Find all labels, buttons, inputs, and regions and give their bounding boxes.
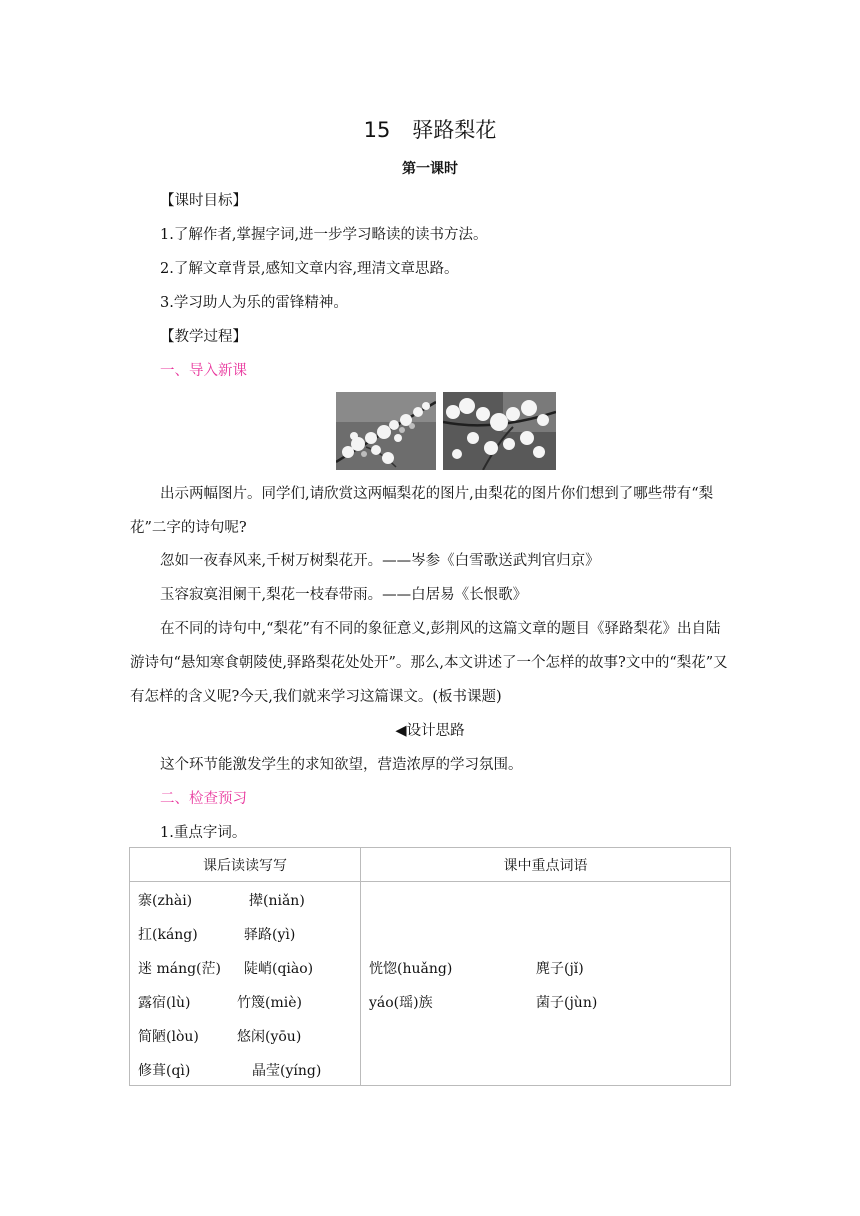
lesson-number: 15 <box>363 118 391 142</box>
vocab-word: 修葺(qì) <box>138 1063 191 1079</box>
vocab-word: 驿路(yì) <box>244 927 296 943</box>
lesson-name: 驿路梨花 <box>412 118 497 142</box>
section1-paragraph: 在不同的诗句中,“梨花”有不同的象征意义,彭荆风的这篇文章的题目《驿路梨花》出自陆游诗句“悬知寒食朝陵使,驿路梨花处处开”。那么,本文讲述了一个怎样的故事?文中的“梨花”又有怎样的含义呢?今天,我们就来学习这篇课文。(板书课题) <box>130 621 728 705</box>
vocab-word: yáo(瑶)族 <box>369 995 433 1011</box>
lesson-title <box>0 114 860 144</box>
objective-3: 3.学习助人为乐的雷锋精神。 <box>160 295 348 311</box>
vocab-word: 竹篾(miè) <box>237 995 302 1011</box>
vocab-word: 菌子(jùn) <box>536 995 598 1011</box>
vocab-word: 撵(niǎn) <box>249 893 305 909</box>
objectives-heading: 【课时目标】 <box>160 193 247 209</box>
vocab-word: 恍惚(huǎng) <box>369 961 453 977</box>
section1-intro: 出示两幅图片。同学们,请欣赏这两幅梨花的图片,由梨花的图片你们想到了哪些带有“梨花”二字的诗句呢? <box>130 486 714 536</box>
vocab-word: 麂子(jǐ) <box>536 961 584 977</box>
design-label: ◀设计思路 <box>395 723 465 739</box>
lesson-subtitle: 第一课时 <box>402 161 458 177</box>
design-text: 这个环节能激发学生的求知欲望，营造浓厚的学习氛围。 <box>160 757 523 773</box>
vocab-header-2: 课中重点词语 <box>361 848 731 882</box>
vocab-word: 露宿(lù) <box>138 995 191 1011</box>
vocab-word: 简陋(lòu) <box>138 1029 199 1045</box>
vocab-header-1: 课后读读写写 <box>130 848 361 882</box>
section2-heading: 二、检查预习 <box>160 791 247 807</box>
section1-heading: 一、导入新课 <box>160 363 247 379</box>
process-heading: 【教学过程】 <box>160 329 247 345</box>
objective-1: 1.了解作者,掌握字词,进一步学习略读的读书方法。 <box>160 227 488 243</box>
vocab-word: 陡峭(qiào) <box>244 961 314 977</box>
pear-blossom-photo-2 <box>443 392 556 470</box>
vocab-word: 晶莹(yíng) <box>252 1063 322 1079</box>
objective-2: 2.了解文章背景,感知文章内容,理清文章思路。 <box>160 261 459 277</box>
vocab-col2-cell <box>361 882 731 1086</box>
vocab-col1-cell <box>130 882 361 1086</box>
vocab-word: 扛(káng) <box>138 927 198 943</box>
key-words-label: 1.重点字词。 <box>160 825 247 841</box>
pear-blossom-photo-1 <box>336 392 436 470</box>
vocab-word: 迷 máng(茫) <box>138 961 221 977</box>
poem-1: 忽如一夜春风来,千树万树梨花开。——岑参《白雪歌送武判官归京》 <box>160 553 600 569</box>
vocab-word: 寨(zhài) <box>138 893 193 909</box>
poem-2: 玉容寂寞泪阑干,梨花一枝春带雨。——白居易《长恨歌》 <box>160 587 528 603</box>
vocab-table <box>129 847 731 1086</box>
vocab-word: 悠闲(yōu) <box>237 1029 302 1045</box>
